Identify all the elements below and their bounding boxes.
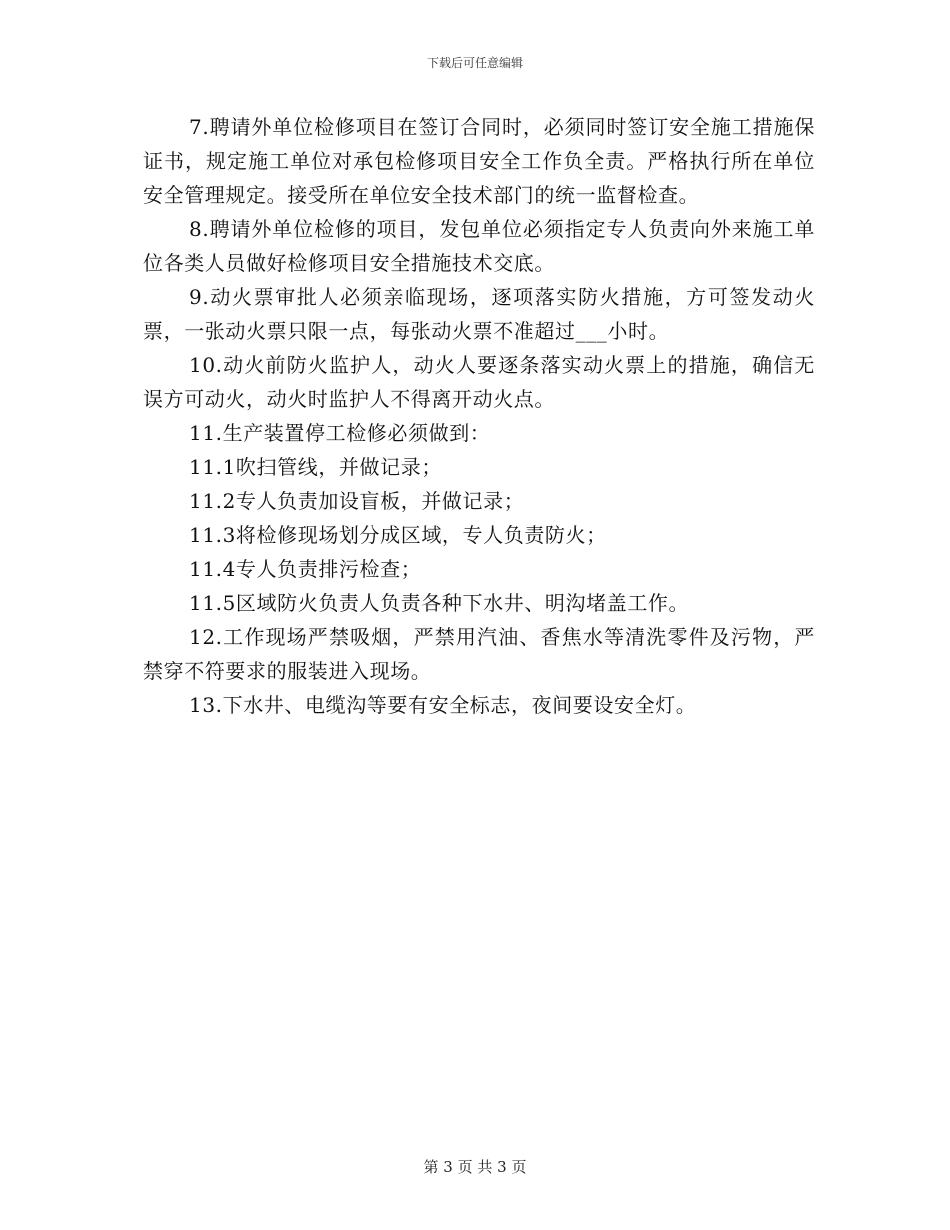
paragraph-11: 11.生产装置停工检修必须做到： (189, 421, 491, 445)
paragraph-10: 10.动火前防火监护人，动火人要逐条落实动火票上的措施，确信无误方可动火，动火时监护人不得离开动火点。 (143, 353, 815, 411)
paragraph-12: 12.工作现场严禁吸烟，严禁用汽油、香焦水等清洗零件及污物，严禁穿不符要求的服装进入现场。 (143, 625, 815, 683)
paragraph-11-1: 11.1吹扫管线，并做记录； (189, 455, 442, 479)
document-body (143, 110, 815, 722)
paragraph-8: 8.聘请外单位检修的项目，发包单位必须指定专人负责向外来施工单位各类人员做好检修项目安全措施技术交底。 (143, 217, 815, 275)
page-number-footer: 第 3 页 共 3 页 (423, 1158, 527, 1176)
page-header: 下载后可任意编辑 (426, 56, 523, 70)
paragraph-11-4: 11.4专人负责排污检查； (189, 557, 422, 581)
paragraph-13: 13.下水井、电缆沟等要有安全标志，夜间要设安全灯。 (189, 693, 697, 717)
paragraph-11-5: 11.5区域防火负责人负责各种下水井、明沟堵盖工作。 (189, 591, 690, 615)
paragraph-11-3: 11.3将检修现场划分成区域，专人负责防火； (189, 523, 607, 547)
paragraph-11-2: 11.2专人负责加设盲板，并做记录； (189, 489, 525, 513)
paragraph-7: 7.聘请外单位检修项目在签订合同时，必须同时签订安全施工措施保证书，规定施工单位对承包检修项目安全工作负全责。严格执行所在单位安全管理规定。接受所在单位安全技术部门的统一监督检查。 (143, 115, 815, 207)
paragraph-9: 9.动火票审批人必须亲临现场，逐项落实防火措施，方可签发动火票，一张动火票只限一点，每张动火票不准超过___小时。 (143, 285, 815, 343)
